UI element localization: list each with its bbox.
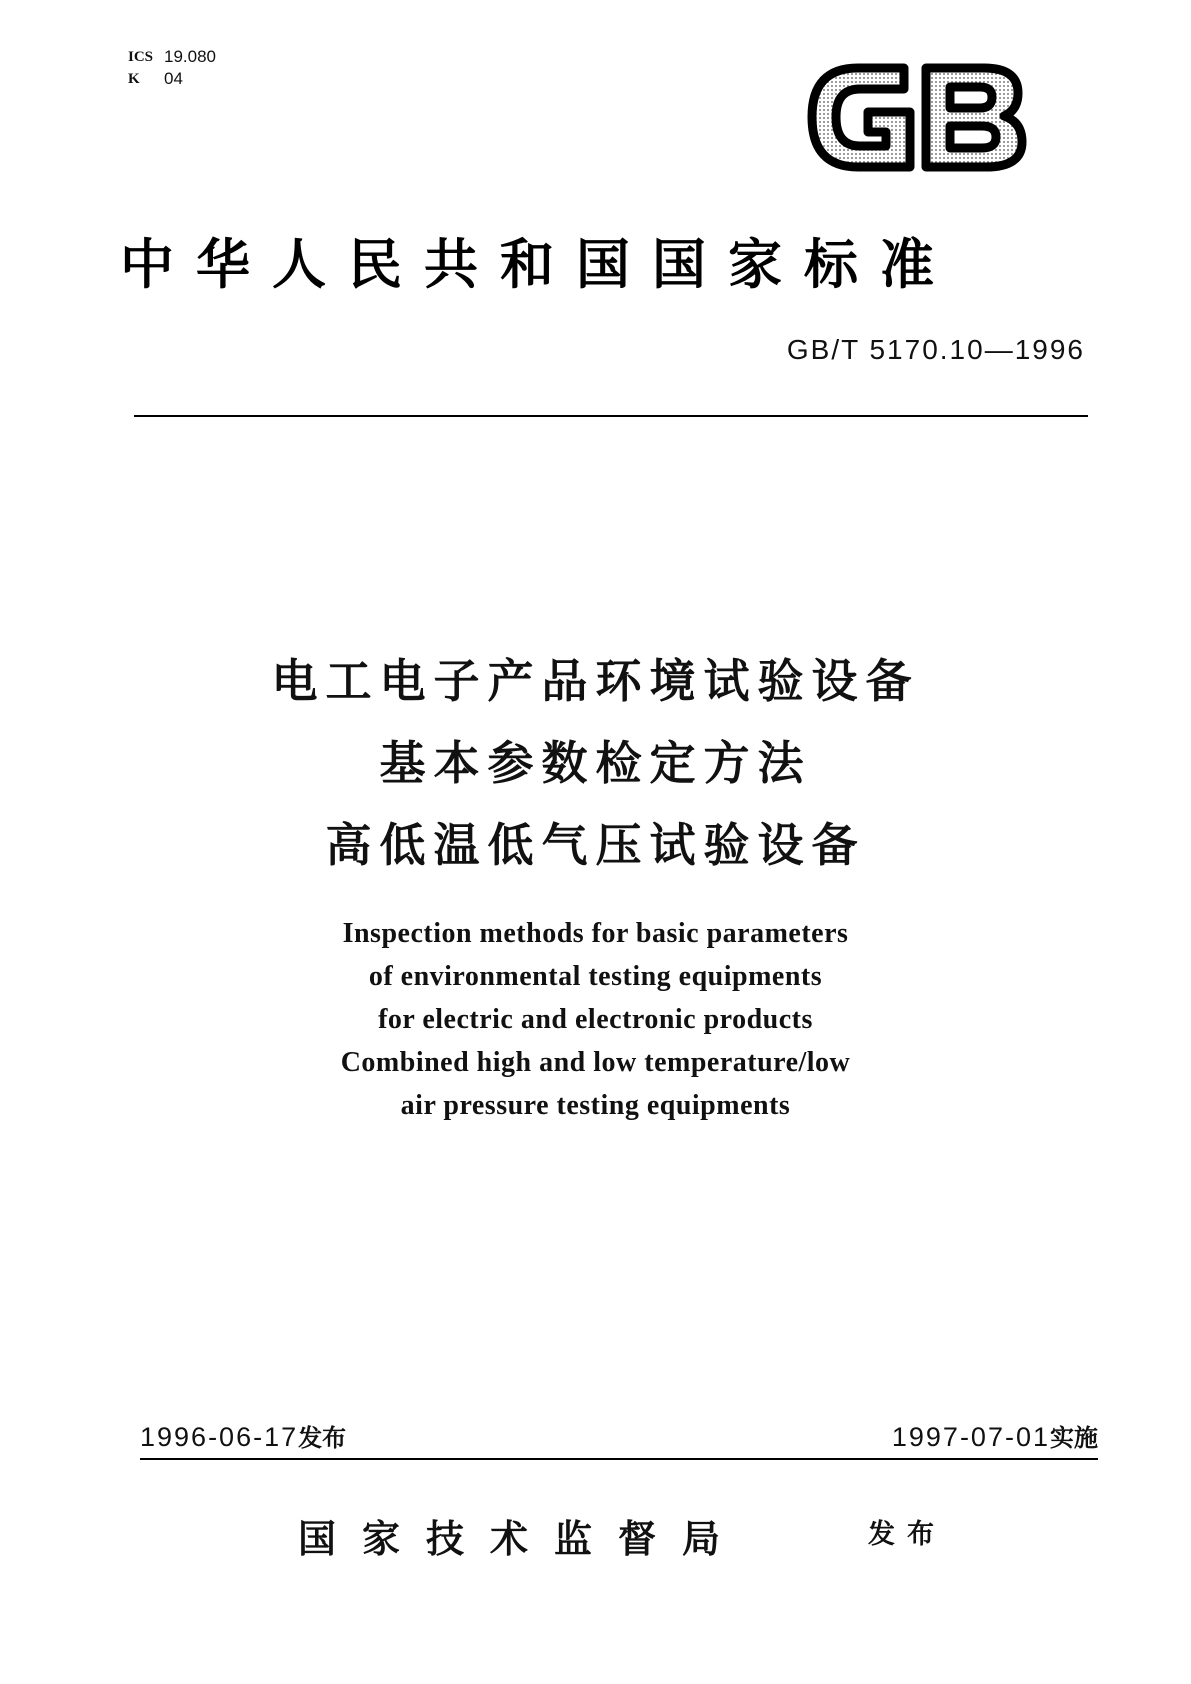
logo-letter-g (812, 68, 910, 167)
issue-date-label: 发布 (298, 1424, 347, 1452)
effective-date-block (892, 1418, 1098, 1453)
chinese-title-line-3: 高低温低气压试验设备 (325, 818, 866, 872)
chinese-title-line-2: 基本参数检定方法 (379, 736, 812, 790)
classification-codes (128, 46, 216, 90)
dates-row (140, 1418, 1098, 1460)
issuer-label: 发布 (868, 1519, 946, 1550)
issue-date: 1996-06-17 (140, 1422, 299, 1452)
ics-value: 19.080 (164, 47, 216, 66)
english-title (0, 912, 1191, 1127)
k-label: K (128, 71, 140, 87)
english-title-line-3: for electric and electronic products (378, 1004, 813, 1035)
issue-date-block (140, 1418, 346, 1453)
k-code-row (128, 68, 216, 90)
chinese-title (0, 640, 1191, 886)
issuer-name: 国家技术监督局 (298, 1516, 747, 1561)
ics-label: ICS (128, 49, 154, 65)
national-standard-title: 中华人民共和国国家标准 (120, 232, 956, 296)
effective-date-label: 实施 (1050, 1424, 1098, 1452)
ics-code-row (128, 46, 216, 68)
k-value: 04 (164, 69, 183, 88)
logo-letter-b (926, 68, 1022, 167)
effective-date: 1997-07-01 (891, 1422, 1050, 1452)
chinese-title-line-1: 电工电子产品环境试验设备 (271, 654, 920, 708)
header-divider (134, 415, 1088, 417)
english-title-line-4: Combined high and low temperature/low (340, 1047, 851, 1078)
english-title-line-2: of environmental testing equipments (368, 961, 823, 992)
english-title-line-5: air pressure testing equipments (400, 1090, 791, 1121)
gb-logo (806, 60, 1028, 175)
standard-number: GB/T 5170.10—1996 (786, 334, 1085, 365)
english-title-line-1: Inspection methods for basic parameters (342, 918, 849, 949)
